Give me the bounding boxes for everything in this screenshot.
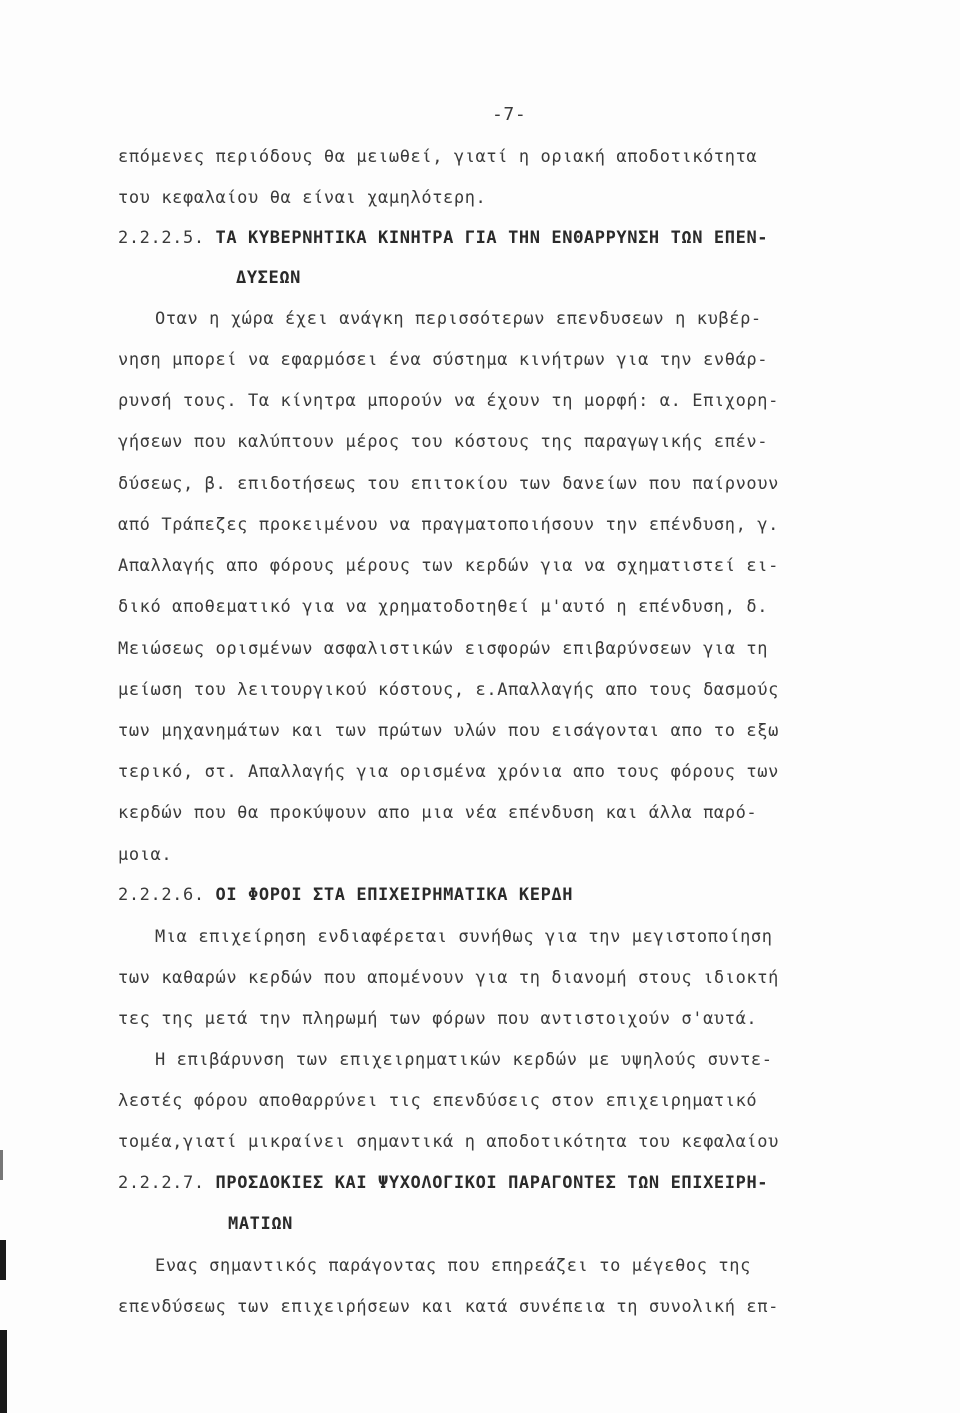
text-line: κερδών που θα προκύψουν απο μια νέα επένδυση και άλλα παρό- — [118, 803, 758, 823]
scan-edge-mark — [0, 1240, 6, 1280]
text-line: επόμενες περιόδους θα μειωθεί, γιατί η οριακή αποδοτικότητα — [118, 147, 758, 167]
text-line: λεστές φόρου αποθαρρύνει τις επενδύσεις στον επιχειρηματικό — [118, 1091, 758, 1111]
text-line: νηση μπορεί να εφαρμόσει ένα σύστημα κινήτρων για την ενθάρ- — [118, 350, 769, 370]
scan-edge-mark — [0, 1150, 3, 1180]
section-heading — [118, 228, 768, 248]
text-line: Απαλλαγής απο φόρους μέρους των κερδών για να σχηματιστεί ει- — [118, 556, 779, 576]
scan-edge-mark — [0, 1330, 7, 1413]
section-heading — [118, 1173, 768, 1193]
section-title: ΠΡΟΣΔΟΚΙΕΣ ΚΑΙ ΨΥΧΟΛΟΓΙΚΟΙ ΠΑΡΑΓΟΝΤΕΣ ΤΩΝ ΕΠΙΧΕΙΡΗ- — [215, 1173, 769, 1193]
section-heading — [118, 885, 573, 905]
text-line: τερικό, στ. Απαλλαγής για ορισμένα χρόνια απο τους φόρους των — [118, 762, 779, 782]
section-number: 2.2.2.6. — [118, 885, 205, 905]
text-line: των καθαρών κερδών που απομένουν για τη διανομή στους ιδιοκτή — [118, 968, 779, 988]
section-number: 2.2.2.5. — [118, 228, 205, 248]
text-line: Μια επιχείρηση ενδιαφέρεται συνήθως για την μεγιστοποίηση — [155, 927, 773, 947]
text-line: Οταν η χώρα έχει ανάγκη περισσότερων επενδυσεων η κυβέρ- — [155, 309, 762, 329]
text-line: γήσεων που καλύπτουν μέρος του κόστους της παραγωγικής επέν- — [118, 432, 769, 452]
text-line: δύσεως, β. επιδοτήσεως του επιτοκίου των δανείων που παίρνουν — [118, 474, 779, 494]
text-line: Μειώσεως ορισμένων ασφαλιστικών εισφορών επιβαρύνσεων για τη — [118, 639, 769, 659]
text-line: Ενας σημαντικός παράγοντας που επηρεάζει το μέγεθος της — [155, 1256, 751, 1276]
section-number: 2.2.2.7. — [118, 1173, 205, 1193]
section-title: ΤΑ ΚΥΒΕΡΝΗΤΙΚΑ ΚΙΝΗΤΡΑ ΓΙΑ ΤΗΝ ΕΝΘΑΡΡΥΝΣΗ ΤΩΝ ΕΠΕΝ- — [215, 228, 769, 248]
text-line: του κεφαλαίου θα είναι χαμηλότερη. — [118, 188, 487, 208]
section-title-continued: ΜΑΤΙΩΝ — [228, 1214, 294, 1234]
text-line: Η επιβάρυνση των επιχειρηματικών κερδών με υψηλούς συντε- — [155, 1050, 773, 1070]
text-line: ρυνσή τους. Τα κίνητρα μπορούν να έχουν τη μορφή: α. Επιχορη- — [118, 391, 779, 411]
text-line: τες της μετά την πληρωμή των φόρων που αντιστοιχούν σ'αυτά. — [118, 1009, 758, 1029]
text-line: μοια. — [118, 845, 173, 865]
text-line: μείωση του λειτουργικού κόστους, ε.Απαλλαγής απο τους δασμούς — [118, 680, 779, 700]
section-title: ΟΙ ΦΟΡΟΙ ΣΤΑ ΕΠΙΧΕΙΡΗΜΑΤΙΚΑ ΚΕΡΔΗ — [215, 885, 574, 905]
text-line: επενδύσεως των επιχειρήσεων και κατά συνέπεια τη συνολική επ- — [118, 1297, 779, 1317]
text-line: των μηχανημάτων και των πρώτων υλών που εισάγονται απο το εξω — [118, 721, 779, 741]
text-line: δικό αποθεματικό για να χρηματοδοτηθεί μ'αυτό η επένδυση, δ. — [118, 597, 769, 617]
section-title-continued: ΔΥΣΕΩΝ — [236, 268, 302, 288]
page-number: -7- — [492, 104, 527, 125]
text-line: από Τράπεζες προκειμένου να πραγματοποιήσουν την επένδυση, γ. — [118, 515, 779, 535]
text-line: τομέα,γιατί μικραίνει σημαντικά η αποδοτικότητα του κεφαλαίου — [118, 1132, 779, 1152]
